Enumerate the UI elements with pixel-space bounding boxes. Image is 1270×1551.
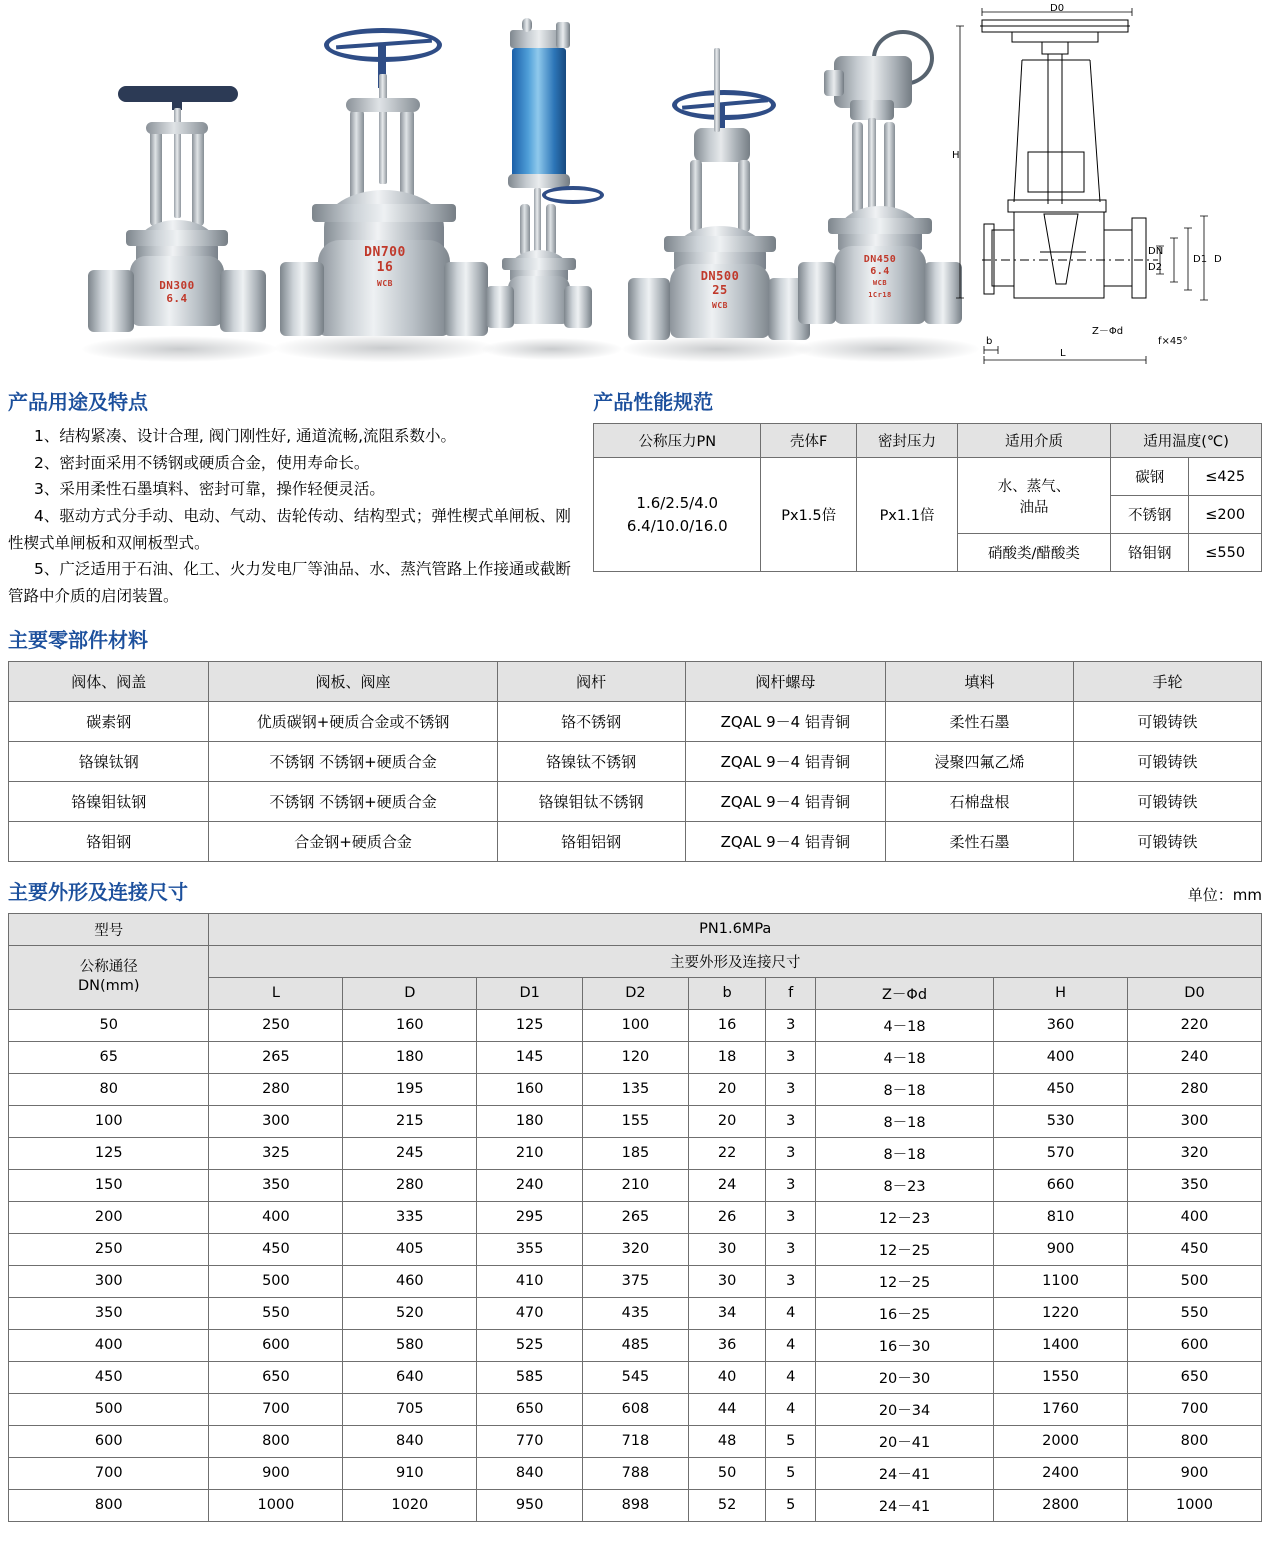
- col-header-D1: D1: [477, 977, 583, 1009]
- cell: 浸聚四氟乙烯: [886, 741, 1074, 781]
- valve-marking: DN500 25 WCB: [700, 269, 740, 310]
- col-header-shell: 壳体F: [761, 424, 857, 458]
- material-title: 主要零部件材料: [8, 627, 148, 652]
- col-header-L: L: [209, 977, 343, 1009]
- table-row: [9, 1457, 1262, 1489]
- cell: 450: [994, 1073, 1128, 1105]
- cell: 1000: [209, 1489, 343, 1521]
- cell: 280: [343, 1169, 477, 1201]
- cell: 500: [209, 1265, 343, 1297]
- cell: 16－25: [815, 1297, 993, 1329]
- cell-temp-carbon: ≤425: [1189, 458, 1262, 496]
- cell: 585: [477, 1361, 583, 1393]
- cell: 20－34: [815, 1393, 993, 1425]
- cell: 450: [1128, 1233, 1262, 1265]
- cell: 700: [209, 1393, 343, 1425]
- col-header-stem: 阀杆: [497, 661, 685, 701]
- col-header-disc: 阀板、阀座: [209, 661, 497, 701]
- cell: 900: [1128, 1457, 1262, 1489]
- cell: 265: [583, 1201, 689, 1233]
- cell: 1400: [994, 1329, 1128, 1361]
- cell-dn: 350: [9, 1297, 209, 1329]
- cell: 5: [766, 1457, 816, 1489]
- cell: ZQAL 9－4 铝青铜: [685, 701, 885, 741]
- cell: 24－41: [815, 1457, 993, 1489]
- svg-text:b: b: [986, 336, 993, 347]
- cell: 可锻铸铁: [1074, 741, 1262, 781]
- cell: 1000: [1128, 1489, 1262, 1521]
- cell-dn: 600: [9, 1425, 209, 1457]
- cell: 120: [583, 1041, 689, 1073]
- cell: 800: [1128, 1425, 1262, 1457]
- cell: 铬钼铝钢: [497, 821, 685, 861]
- valve-photo-manual-dn300: [86, 34, 271, 354]
- cell: 210: [477, 1137, 583, 1169]
- gearbox: [694, 128, 750, 162]
- cell: 910: [343, 1457, 477, 1489]
- cell: 2800: [994, 1489, 1128, 1521]
- col-header-body: 阀体、阀盖: [9, 661, 209, 701]
- cell: 16－30: [815, 1329, 993, 1361]
- cell: 3: [766, 1009, 816, 1041]
- cell: 300: [1128, 1105, 1262, 1137]
- feature-item: 3、采用柔性石墨填料、密封可靠，操作轻便灵活。: [34, 480, 385, 499]
- cell: 375: [583, 1265, 689, 1297]
- cell: 215: [343, 1105, 477, 1137]
- cell: 185: [583, 1137, 689, 1169]
- cell: 铬镍钼钛不锈钢: [497, 781, 685, 821]
- cell: 碳素钢: [9, 701, 209, 741]
- cell-dn: 400: [9, 1329, 209, 1361]
- cell: 335: [343, 1201, 477, 1233]
- cell: 135: [583, 1073, 689, 1105]
- cell: 可锻铸铁: [1074, 781, 1262, 821]
- table-row: [9, 1425, 1262, 1457]
- cell: 350: [1128, 1169, 1262, 1201]
- cell: 580: [343, 1329, 477, 1361]
- cell: 145: [477, 1041, 583, 1073]
- cell: 柔性石墨: [886, 701, 1074, 741]
- svg-text:H: H: [952, 150, 960, 161]
- valve-photo-pneumatic: [486, 14, 626, 354]
- table-row: [9, 1169, 1262, 1201]
- cell-shell-value: Px1.5倍: [761, 458, 857, 572]
- cell: 铬镍钼钛钢: [9, 781, 209, 821]
- cell: 3: [766, 1137, 816, 1169]
- cell-dn: 200: [9, 1201, 209, 1233]
- cell: 210: [583, 1169, 689, 1201]
- table-header-row: [9, 661, 1262, 701]
- cell: 355: [477, 1233, 583, 1265]
- cell: 550: [1128, 1297, 1262, 1329]
- cell: 3: [766, 1073, 816, 1105]
- cell: 160: [477, 1073, 583, 1105]
- col-header-temp: 适用温度(℃): [1111, 424, 1262, 458]
- cell: 30: [688, 1233, 766, 1265]
- cell: 705: [343, 1393, 477, 1425]
- cell: ZQAL 9－4 铝青铜: [685, 741, 885, 781]
- col-header-packing: 填料: [886, 661, 1074, 701]
- cell: 12－25: [815, 1233, 993, 1265]
- table-header-row: [9, 913, 1262, 945]
- cell: 320: [583, 1233, 689, 1265]
- table-row: [9, 1073, 1262, 1105]
- cell: 100: [583, 1009, 689, 1041]
- cell: 48: [688, 1425, 766, 1457]
- cell: 3: [766, 1105, 816, 1137]
- table-row: [9, 701, 1262, 741]
- feature-item: 2、密封面采用不锈钢或硬质合金，使用寿命长。: [34, 453, 370, 472]
- table-row: [9, 741, 1262, 781]
- col-header-seal: 密封压力: [857, 424, 958, 458]
- table-row: [9, 1137, 1262, 1169]
- cell: 8－23: [815, 1169, 993, 1201]
- cell: 400: [209, 1201, 343, 1233]
- cell: 530: [994, 1105, 1128, 1137]
- table-row: [9, 1329, 1262, 1361]
- valve-photo-manual-dn700: [280, 14, 485, 354]
- cell: 250: [209, 1009, 343, 1041]
- cell: 36: [688, 1329, 766, 1361]
- cell: 600: [1128, 1329, 1262, 1361]
- cell-material-cr-mo: 铬钼钢: [1111, 534, 1189, 572]
- cell: 12－25: [815, 1265, 993, 1297]
- cell: 320: [1128, 1137, 1262, 1169]
- cell: 合金钢+硬质合金: [209, 821, 497, 861]
- cell: 3: [766, 1169, 816, 1201]
- dimension-title: 主要外形及连接尺寸: [8, 879, 188, 904]
- cell: 4: [766, 1297, 816, 1329]
- col-header-D0: D0: [1128, 977, 1262, 1009]
- valve-marking: DN700 16 WCB: [364, 245, 406, 288]
- cell: 650: [477, 1393, 583, 1425]
- svg-text:L: L: [1060, 348, 1066, 359]
- table-row: [9, 1489, 1262, 1521]
- cell: 8－18: [815, 1073, 993, 1105]
- cell: 180: [477, 1105, 583, 1137]
- cell: 810: [994, 1201, 1128, 1233]
- cell-dn: 250: [9, 1233, 209, 1265]
- cell: 34: [688, 1297, 766, 1329]
- svg-text:D: D: [1214, 254, 1222, 265]
- cell: 2400: [994, 1457, 1128, 1489]
- cell: 20－30: [815, 1361, 993, 1393]
- svg-text:f×45°: f×45°: [1158, 336, 1188, 347]
- cell: 1550: [994, 1361, 1128, 1393]
- cell: 30: [688, 1265, 766, 1297]
- cell: 840: [477, 1457, 583, 1489]
- cell: 不锈钢 不锈钢+硬质合金: [209, 781, 497, 821]
- cell: 18: [688, 1041, 766, 1073]
- col-header-media: 适用介质: [957, 424, 1110, 458]
- cell-dn: 80: [9, 1073, 209, 1105]
- cell: 50: [688, 1457, 766, 1489]
- feature-item: 5、广泛适用于石油、化工、火力发电厂等油品、水、蒸汽管路上作接通或截断管路中介质的启闭装置。: [8, 560, 571, 605]
- cell: ZQAL 9－4 铝青铜: [685, 781, 885, 821]
- spec-table: [593, 423, 1262, 572]
- svg-text:DN: DN: [1148, 246, 1164, 257]
- cell: 12－23: [815, 1201, 993, 1233]
- table-row: [9, 1201, 1262, 1233]
- material-table: [8, 661, 1262, 862]
- cell: 470: [477, 1297, 583, 1329]
- cell: 52: [688, 1489, 766, 1521]
- svg-text:D1: D1: [1193, 254, 1208, 265]
- cell: 4－18: [815, 1041, 993, 1073]
- feature-item: 1、结构紧凑、设计合理, 阀门刚性好, 通道流畅,流阻系数小。: [34, 427, 456, 445]
- cell: 460: [343, 1265, 477, 1297]
- cell: 520: [343, 1297, 477, 1329]
- table-row: [9, 781, 1262, 821]
- col-header-dn: 公称通径 DN(mm): [9, 945, 209, 1009]
- table-row: [594, 458, 1262, 496]
- cell: 4－18: [815, 1009, 993, 1041]
- cell: 16: [688, 1009, 766, 1041]
- cell-material-stainless: 不锈钢: [1111, 496, 1189, 534]
- col-header-pressure: PN1.6MPa: [209, 913, 1262, 945]
- cell: 不锈钢 不锈钢+硬质合金: [209, 741, 497, 781]
- cell-temp-cr-mo: ≤550: [1189, 534, 1262, 572]
- cell-dn: 800: [9, 1489, 209, 1521]
- cell: 220: [1128, 1009, 1262, 1041]
- cell: 可锻铸铁: [1074, 701, 1262, 741]
- table-row: [9, 1297, 1262, 1329]
- cell: 718: [583, 1425, 689, 1457]
- cell: 5: [766, 1425, 816, 1457]
- cell: 4: [766, 1361, 816, 1393]
- table-header-row: [594, 424, 1262, 458]
- cell: 1100: [994, 1265, 1128, 1297]
- cell: 500: [1128, 1265, 1262, 1297]
- cell: 350: [209, 1169, 343, 1201]
- cell: 570: [994, 1137, 1128, 1169]
- cell: 195: [343, 1073, 477, 1105]
- col-header-D: D: [343, 977, 477, 1009]
- cell: 1760: [994, 1393, 1128, 1425]
- cell: 20－41: [815, 1425, 993, 1457]
- cell: 26: [688, 1201, 766, 1233]
- svg-text:D0: D0: [1050, 3, 1065, 14]
- cell: 5: [766, 1489, 816, 1521]
- product-image-strip: [8, 0, 1262, 372]
- cell: 950: [477, 1489, 583, 1521]
- feature-item: 4、驱动方式分手动、电动、气动、齿轮传动、结构型式；弹性楔式单闸板、刚性楔式单闸板和双闸板型式。: [8, 506, 571, 552]
- cell: 20: [688, 1105, 766, 1137]
- cell: 2000: [994, 1425, 1128, 1457]
- cell: 3: [766, 1233, 816, 1265]
- cell: 545: [583, 1361, 689, 1393]
- cell: 550: [209, 1297, 343, 1329]
- col-header-pn: 公称压力PN: [594, 424, 761, 458]
- cell: 660: [994, 1169, 1128, 1201]
- cell: 石棉盘根: [886, 781, 1074, 821]
- cell: 265: [209, 1041, 343, 1073]
- cell-dn: 300: [9, 1265, 209, 1297]
- cell: 280: [1128, 1073, 1262, 1105]
- features-list: [8, 423, 575, 610]
- cell: 125: [477, 1009, 583, 1041]
- cell: 525: [477, 1329, 583, 1361]
- cell: 22: [688, 1137, 766, 1169]
- cell: 405: [343, 1233, 477, 1265]
- cell: 铬镍钛不锈钢: [497, 741, 685, 781]
- spec-section: [593, 376, 1262, 572]
- cell: 4: [766, 1393, 816, 1425]
- col-header-model: 型号: [9, 913, 209, 945]
- table-header-row: [9, 945, 1262, 977]
- table-row: [9, 1233, 1262, 1265]
- features-title: 产品用途及特点: [8, 390, 148, 414]
- features-section: [8, 376, 575, 610]
- table-row: [9, 821, 1262, 861]
- cell: 4: [766, 1329, 816, 1361]
- cell: 280: [209, 1073, 343, 1105]
- cell: 898: [583, 1489, 689, 1521]
- cell-dn: 65: [9, 1041, 209, 1073]
- cell: 650: [209, 1361, 343, 1393]
- col-header-handwheel: 手轮: [1074, 661, 1262, 701]
- table-row: [9, 1041, 1262, 1073]
- cell: 24: [688, 1169, 766, 1201]
- valve-photo-electric-dn450: [798, 14, 973, 354]
- cell: 8－18: [815, 1137, 993, 1169]
- cell: 40: [688, 1361, 766, 1393]
- cell-media-1: 水、蒸气、 油品: [957, 458, 1110, 534]
- cell: 优质碳钢+硬质合金或不锈钢: [209, 701, 497, 741]
- cell: 3: [766, 1041, 816, 1073]
- col-header-f: f: [766, 977, 816, 1009]
- cell-dn: 450: [9, 1361, 209, 1393]
- cell: 400: [994, 1041, 1128, 1073]
- col-header-D2: D2: [583, 977, 689, 1009]
- cell-temp-stainless: ≤200: [1189, 496, 1262, 534]
- cell: 24－41: [815, 1489, 993, 1521]
- cell-material-carbon: 碳钢: [1111, 458, 1189, 496]
- cell: 608: [583, 1393, 689, 1425]
- cell: 20: [688, 1073, 766, 1105]
- cell: 900: [209, 1457, 343, 1489]
- cell: 900: [994, 1233, 1128, 1265]
- cell-dn: 500: [9, 1393, 209, 1425]
- cell: 3: [766, 1265, 816, 1297]
- cell: 铬钼钢: [9, 821, 209, 861]
- col-header-b: b: [688, 977, 766, 1009]
- cell: 788: [583, 1457, 689, 1489]
- handwheel-icon: [542, 186, 604, 204]
- pneumatic-cylinder: [512, 48, 566, 178]
- table-row: [9, 1009, 1262, 1041]
- cell-dn: 150: [9, 1169, 209, 1201]
- cell: 700: [1128, 1393, 1262, 1425]
- cell: 155: [583, 1105, 689, 1137]
- cell: 800: [209, 1425, 343, 1457]
- cell-dn: 125: [9, 1137, 209, 1169]
- col-header-zphid: Z－Φd: [815, 977, 993, 1009]
- cell: 770: [477, 1425, 583, 1457]
- cell: 295: [477, 1201, 583, 1233]
- cell-dn: 50: [9, 1009, 209, 1041]
- cell: 8－18: [815, 1105, 993, 1137]
- table-row: [9, 1393, 1262, 1425]
- dimension-table: [8, 913, 1262, 1522]
- cell: 3: [766, 1201, 816, 1233]
- cell: 44: [688, 1393, 766, 1425]
- cell: ZQAL 9－4 铝青铜: [685, 821, 885, 861]
- cell: 600: [209, 1329, 343, 1361]
- cell: 240: [1128, 1041, 1262, 1073]
- cell: 450: [209, 1233, 343, 1265]
- valve-photo-gear-dn500: [626, 24, 806, 354]
- cell: 435: [583, 1297, 689, 1329]
- col-header-sub: 主要外形及连接尺寸: [209, 945, 1262, 977]
- cell: 1220: [994, 1297, 1128, 1329]
- cell: 410: [477, 1265, 583, 1297]
- cell: 360: [994, 1009, 1128, 1041]
- cell: 245: [343, 1137, 477, 1169]
- table-row: [9, 1105, 1262, 1137]
- technical-drawing: [952, 2, 1252, 370]
- valve-marking: DN450 6.4 WCB 1Cr18: [863, 254, 897, 299]
- cell: 180: [343, 1041, 477, 1073]
- unit-note: 单位：mm: [1187, 885, 1262, 904]
- valve-marking: DN300 6.4: [159, 279, 195, 305]
- cell-pn-value: 1.6/2.5/4.0 6.4/10.0/16.0: [594, 458, 761, 572]
- svg-text:D2: D2: [1148, 262, 1163, 273]
- cell: 160: [343, 1009, 477, 1041]
- valve-photo-group: [8, 0, 968, 372]
- cell-dn: 100: [9, 1105, 209, 1137]
- cell: 柔性石墨: [886, 821, 1074, 861]
- cell: 400: [1128, 1201, 1262, 1233]
- cell: 640: [343, 1361, 477, 1393]
- cell: 可锻铸铁: [1074, 821, 1262, 861]
- cell-media-2: 硝酸类/醋酸类: [957, 534, 1110, 572]
- col-header-H: H: [994, 977, 1128, 1009]
- cell: 铬镍钛钢: [9, 741, 209, 781]
- cell: 325: [209, 1137, 343, 1169]
- cell: 840: [343, 1425, 477, 1457]
- cell: 1020: [343, 1489, 477, 1521]
- table-row: [9, 1361, 1262, 1393]
- spec-title: 产品性能规范: [593, 390, 714, 414]
- cell: 铬不锈钢: [497, 701, 685, 741]
- col-header-stemnut: 阀杆螺母: [685, 661, 885, 701]
- cell: 650: [1128, 1361, 1262, 1393]
- cell: 485: [583, 1329, 689, 1361]
- svg-text:Z－Φd: Z－Φd: [1092, 326, 1124, 337]
- cell: 300: [209, 1105, 343, 1137]
- cell: 240: [477, 1169, 583, 1201]
- table-row: [9, 1265, 1262, 1297]
- cell-seal-value: Px1.1倍: [857, 458, 958, 572]
- cell-dn: 700: [9, 1457, 209, 1489]
